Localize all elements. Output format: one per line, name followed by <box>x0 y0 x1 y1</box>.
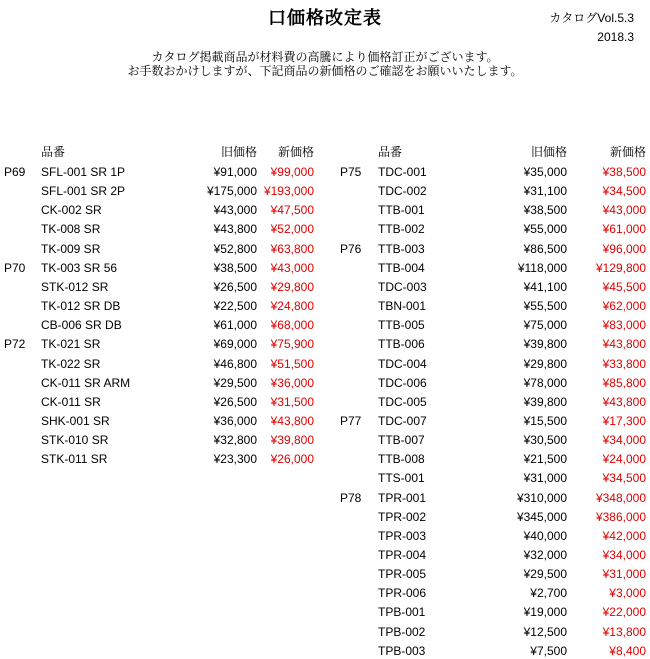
new-price: ¥3,000 <box>609 586 646 601</box>
product-code: STK-011 SR <box>41 452 108 467</box>
old-price: ¥69,000 <box>213 337 257 352</box>
new-price: ¥17,300 <box>602 413 646 428</box>
new-price: ¥43,000 <box>602 203 646 218</box>
catalog-page: P72 <box>4 337 26 352</box>
new-price: ¥83,000 <box>602 318 646 333</box>
header-code: 品番 <box>41 145 66 159</box>
old-price: ¥91,000 <box>213 165 257 179</box>
old-price: ¥61,000 <box>213 318 257 333</box>
product-code: TK-003 SR 56 <box>41 260 118 275</box>
new-price: ¥36,000 <box>270 375 314 390</box>
old-price: ¥55,500 <box>523 299 567 314</box>
product-code: SFL-001 SR 1P <box>41 165 126 179</box>
old-price: ¥2,700 <box>530 586 567 601</box>
product-code: TTB-002 <box>378 222 425 237</box>
product-code: TTB-006 <box>378 337 425 352</box>
product-code: TPR-004 <box>378 548 427 562</box>
old-price: ¥22,500 <box>213 299 257 314</box>
product-code: TDC-006 <box>378 375 427 390</box>
product-code: TTB-005 <box>378 318 425 333</box>
new-price: ¥39,800 <box>270 433 314 448</box>
product-code: TDC-004 <box>378 356 427 371</box>
product-code: TTB-001 <box>378 203 425 218</box>
new-price: ¥129,800 <box>595 260 646 275</box>
product-code: TTB-003 <box>378 241 425 256</box>
old-price: ¥7,500 <box>530 643 567 658</box>
old-price: ¥12,500 <box>523 624 567 639</box>
old-price: ¥38,500 <box>213 260 257 275</box>
product-code: TPR-001 <box>378 490 427 505</box>
new-price: ¥85,800 <box>602 375 646 390</box>
new-price: ¥29,800 <box>270 279 314 294</box>
product-code: SFL-001 SR 2P <box>41 184 126 199</box>
old-price: ¥86,500 <box>523 241 567 256</box>
new-price: ¥26,000 <box>270 452 314 467</box>
new-price: ¥43,000 <box>270 260 314 275</box>
product-code: TK-009 SR <box>41 241 101 256</box>
old-price: ¥23,300 <box>213 452 257 467</box>
new-price: ¥51,500 <box>270 356 314 371</box>
product-code: CB-006 SR DB <box>41 318 122 333</box>
new-price: ¥96,000 <box>602 241 646 256</box>
product-code: TPR-005 <box>378 567 427 582</box>
old-price: ¥31,000 <box>523 471 567 486</box>
new-price: ¥24,000 <box>602 452 646 467</box>
old-price: ¥32,000 <box>523 548 567 562</box>
old-price: ¥39,800 <box>523 337 567 352</box>
new-price: ¥24,800 <box>270 299 314 314</box>
catalog-version: カタログVol.5.3 <box>549 11 634 25</box>
product-code: STK-010 SR <box>41 433 109 448</box>
new-price: ¥43,800 <box>602 394 646 409</box>
new-price: ¥52,000 <box>270 222 314 237</box>
catalog-page: P69 <box>4 165 26 179</box>
new-price: ¥63,800 <box>270 241 314 256</box>
product-code: TPB-003 <box>378 643 426 658</box>
product-code: TTB-008 <box>378 452 425 467</box>
notice <box>0 50 650 78</box>
product-code: CK-011 SR <box>41 394 101 409</box>
header-code: 品番 <box>378 145 403 159</box>
new-price: ¥13,800 <box>602 624 646 639</box>
page-title: 口価格改定表 <box>268 8 382 28</box>
catalog-page: P76 <box>340 241 362 256</box>
new-price: ¥348,000 <box>595 490 646 505</box>
product-code: TPB-002 <box>378 624 426 639</box>
catalog-page: P75 <box>340 165 362 179</box>
old-price: ¥55,000 <box>523 222 567 237</box>
old-price: ¥35,000 <box>523 165 567 179</box>
header-old-price: 旧価格 <box>530 145 567 159</box>
header-new-price: 新価格 <box>277 145 314 159</box>
product-code: STK-012 SR <box>41 279 109 294</box>
product-code: TPR-002 <box>378 509 427 524</box>
new-price: ¥68,000 <box>270 318 314 333</box>
product-code: TPR-006 <box>378 586 427 601</box>
new-price: ¥47,500 <box>270 203 314 218</box>
old-price: ¥78,000 <box>523 375 567 390</box>
old-price: ¥43,800 <box>213 222 257 237</box>
old-price: ¥19,000 <box>523 605 567 620</box>
old-price: ¥26,500 <box>213 394 257 409</box>
product-code: TK-022 SR <box>41 356 101 371</box>
product-code: TDC-003 <box>378 279 427 294</box>
new-price: ¥75,900 <box>270 337 314 352</box>
product-code: TTB-004 <box>378 260 425 275</box>
new-price: ¥34,000 <box>602 548 646 562</box>
new-price: ¥42,000 <box>602 528 646 543</box>
old-price: ¥118,000 <box>517 260 567 275</box>
header-old-price: 旧価格 <box>220 145 257 159</box>
new-price: ¥34,000 <box>602 433 646 448</box>
new-price: ¥22,000 <box>602 605 646 620</box>
old-price: ¥310,000 <box>516 490 567 505</box>
old-price: ¥39,800 <box>523 394 567 409</box>
new-price: ¥43,800 <box>602 337 646 352</box>
new-price: ¥62,000 <box>602 299 646 314</box>
old-price: ¥175,000 <box>206 184 257 199</box>
old-price: ¥15,500 <box>523 413 567 428</box>
header-new-price: 新価格 <box>609 145 646 159</box>
old-price: ¥75,000 <box>523 318 567 333</box>
product-code: CK-011 SR ARM <box>41 375 131 390</box>
new-price: ¥38,500 <box>602 165 646 179</box>
old-price: ¥21,500 <box>523 452 567 467</box>
product-code: TTB-007 <box>378 433 425 448</box>
product-code: TTS-001 <box>378 471 425 486</box>
old-price: ¥31,100 <box>523 184 567 199</box>
product-code: TDC-007 <box>378 413 427 428</box>
new-price: ¥31,000 <box>602 567 646 582</box>
old-price: ¥29,800 <box>523 356 567 371</box>
old-price: ¥29,500 <box>213 375 257 390</box>
catalog-page: P78 <box>340 490 362 505</box>
new-price: ¥193,000 <box>263 184 314 199</box>
old-price: ¥30,500 <box>523 433 567 448</box>
old-price: ¥43,000 <box>213 203 257 218</box>
notice-line: カタログ掲載商品が材料費の高騰により価格訂正がございます。 <box>151 50 499 64</box>
old-price: ¥32,800 <box>213 433 257 448</box>
notice-line: お手数おかけしますが、下記商品の新価格のご確認をお願いいたします。 <box>127 64 523 78</box>
product-code: TPB-001 <box>378 605 426 620</box>
new-price: ¥8,400 <box>609 643 646 658</box>
old-price: ¥38,500 <box>523 203 567 218</box>
new-price: ¥34,500 <box>602 471 646 486</box>
product-code: CK-002 SR <box>41 203 102 218</box>
catalog-page: P70 <box>4 260 26 275</box>
product-code: TDC-001 <box>378 165 427 179</box>
old-price: ¥52,800 <box>213 241 257 256</box>
catalog-page: P77 <box>340 413 362 428</box>
product-code: TK-008 SR <box>41 222 101 237</box>
product-code: TDC-002 <box>378 184 427 199</box>
new-price: ¥43,800 <box>270 413 314 428</box>
new-price: ¥99,000 <box>270 165 314 179</box>
new-price: ¥61,000 <box>602 222 646 237</box>
new-price: ¥34,500 <box>602 184 646 199</box>
old-price: ¥40,000 <box>523 528 567 543</box>
product-code: TPR-003 <box>378 528 427 543</box>
new-price: ¥31,500 <box>270 394 314 409</box>
new-price: ¥45,500 <box>602 279 646 294</box>
old-price: ¥29,500 <box>523 567 567 582</box>
revision-date: 2018.3 <box>597 30 634 44</box>
product-code: SHK-001 SR <box>41 413 110 428</box>
old-price: ¥26,500 <box>213 279 257 294</box>
new-price: ¥386,000 <box>595 509 646 524</box>
old-price: ¥345,000 <box>516 509 567 524</box>
product-code: TBN-001 <box>378 299 427 314</box>
old-price: ¥41,100 <box>523 279 567 294</box>
new-price: ¥33,800 <box>602 356 646 371</box>
old-price: ¥36,000 <box>213 413 257 428</box>
old-price: ¥46,800 <box>213 356 257 371</box>
product-code: TK-021 SR <box>41 337 101 352</box>
product-code: TK-012 SR DB <box>41 299 121 314</box>
product-code: TDC-005 <box>378 394 427 409</box>
